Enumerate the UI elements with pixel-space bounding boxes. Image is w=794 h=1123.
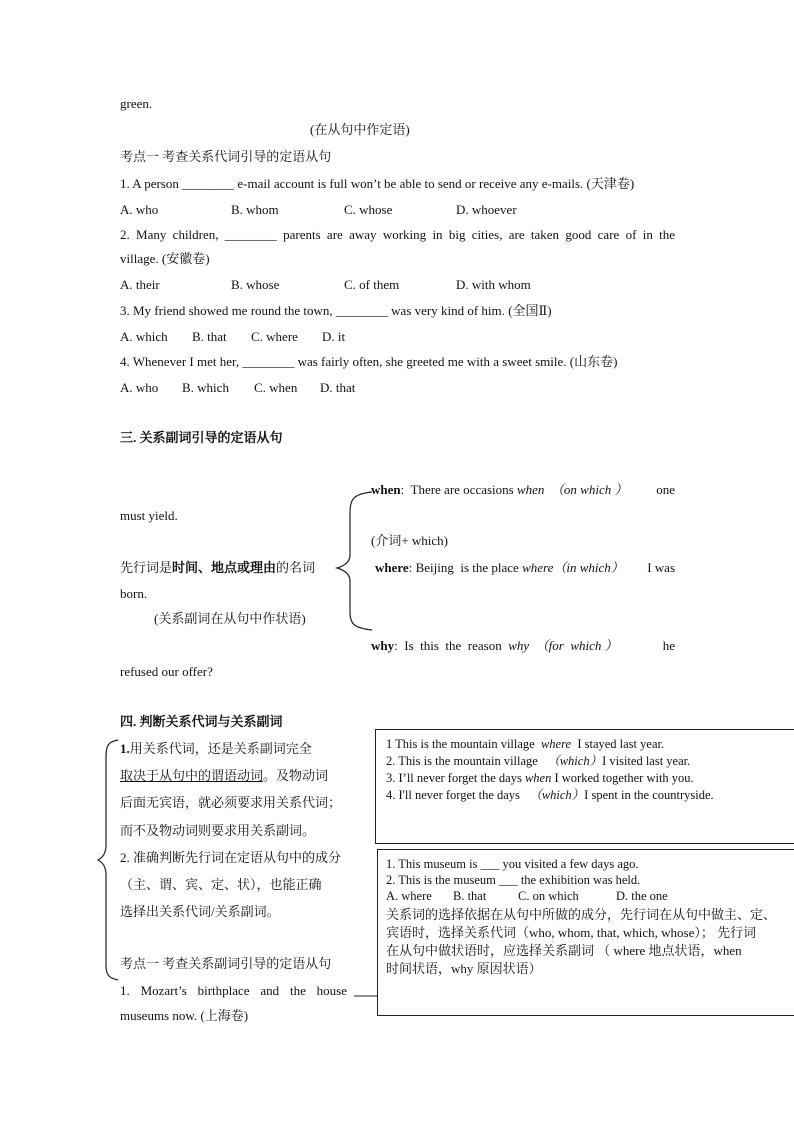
box2-line1: 1. This museum is ___ you visited a few days ago. [386,857,639,871]
q1-option-b: B. whom [231,202,279,217]
curly-brace-section3 [337,492,372,630]
q4-option-a: A. who [120,380,159,395]
section3-heading: 三. 关系副词引导的定语从句 [120,430,283,445]
q1-option-a: A. who [120,202,159,217]
kaodian2-title: 考点一 考查关系副词引导的定语从句 [120,956,332,971]
why-end: he [662,638,675,653]
q3-text: 3. My friend showed me round the town, ________ was very kind of him. (全国Ⅱ) [120,303,552,318]
box2-rule2: 宾语时，选择关系代词（who, whom, that, which, whose）； 先行词 [386,925,757,940]
q2-option-d: D. with whom [456,277,531,292]
q3-option-b: B. that [192,329,227,344]
section4-heading: 四. 判断关系代词与关系副词 [120,714,283,729]
q3-option-c: C. where [251,329,298,344]
why-keyword: why [371,638,395,653]
box2-line2: 2. This is the museum ___ the exhibition was held. [386,873,641,887]
curly-brace-section4 [98,740,118,980]
attributive-note: (在从句中作定语) [310,122,410,137]
box2-option-b: B. that [453,889,487,903]
box2-rule1: 关系词的选择依据在从句中所做的成分，先行词在从句中做主、定、 [386,907,777,922]
when-keyword: when [371,482,401,497]
where-italic: where（in which） [522,560,624,575]
antecedent-post: 的名词 [276,560,316,575]
kq1-line2: museums now. (上海卷) [120,1008,249,1023]
box2-rule3: 在从句中做状语时，应选择关系副词 （ where 地点状语，when [386,943,742,958]
box2-option-a: A. where [386,889,432,903]
q3-option-a: A. which [120,329,168,344]
adverbial-note: (关系副词在从句中作状语) [154,611,306,626]
where-keyword: where [375,560,409,575]
p1-line2-rest: 。及物动词 [263,768,329,783]
p1-line2 [120,768,328,784]
box1-line4: 4. I'll never forget the days （which）I spent in the countryside. [386,788,714,802]
q2-option-a: A. their [120,277,160,292]
q4-option-c: C. when [254,380,298,395]
p1-line1 [120,741,312,757]
prep-which: (介词+ which) [371,533,449,548]
q1-option-c: C. whose [344,202,393,217]
kq1-line1: 1. Mozart’s birthplace and the house [120,983,347,998]
antecedent-pre: 先行词是 [120,560,173,575]
q3-option-d: D. it [322,329,346,344]
p1-line3: 后面无宾语，就必须要求用关系代词； [120,795,342,810]
green-tail: green. [120,96,153,111]
example-box-1 [375,729,794,844]
why-line2: refused our offer? [120,664,213,679]
box1-line1: 1 This is the mountain village where I stayed last year. [386,737,665,751]
p2-line3: 选择出关系代词/关系副词。 [120,904,280,919]
q2-line1: 2. Many children, ________ parents are away working in big cities, are taken good care of in the [120,227,675,242]
where-line2: born. [120,586,148,601]
q2-line2: village. (安徽卷) [120,251,210,266]
q4-option-d: D. that [320,380,356,395]
box1-line2: 2. This is the mountain village （which）I visited last year. [386,754,691,768]
q4-option-b: B. which [182,380,229,395]
p2-line2: （主、谓、宾、定、状），也能正确 [120,877,322,892]
box2-option-c: C. on which [518,889,579,903]
box2-option-d: D. the one [616,889,668,903]
box1-line3: 3. I’ll never forget the days when I worked together with you. [386,771,694,785]
when-italic: when （on which ） [516,482,628,497]
kaodian1-title: 考点一 考查关系代词引导的定语从句 [120,149,332,164]
where-line [375,560,675,576]
when-line [371,482,675,498]
why-italic: why （for which ） [508,638,618,653]
q1-text: 1. A person ________ e-mail account is full won’t be able to send or receive any e-mails. (天津卷) [120,176,635,191]
when-end: one [656,482,675,497]
q2-option-b: B. whose [231,277,280,292]
p1-line1-text: 用关系代词，还是关系副词完全 [129,741,312,756]
antecedent-bold: 时间、地点或理由 [172,560,277,575]
why-line [371,638,675,654]
when-line2: must yield. [120,508,178,523]
antecedent-note [120,560,315,576]
where-end: I was [647,560,675,575]
q1-option-d: D. whoever [456,202,517,217]
p1-line4: 而不及物动词则要求用关系副词。 [120,823,316,838]
why-text: : Is this the reason [394,638,509,653]
p2-line1: 2. 准确判断先行词在定语从句中的成分 [120,850,342,865]
example-box-2 [377,849,794,1016]
q2-option-c: C. of them [344,277,400,292]
p1-num: 1. [120,741,130,756]
where-text: : Beijing is the place [408,560,523,575]
when-text: : There are occasions [400,482,517,497]
box2-rule4: 时间状语，why 原因状语） [386,961,542,976]
q4-text: 4. Whenever I met her, ________ was fairly often, she greeted me with a sweet smile. (山东卷) [120,354,618,369]
p1-line2-underlined: 取决于从句中的谓语动词 [120,768,264,783]
